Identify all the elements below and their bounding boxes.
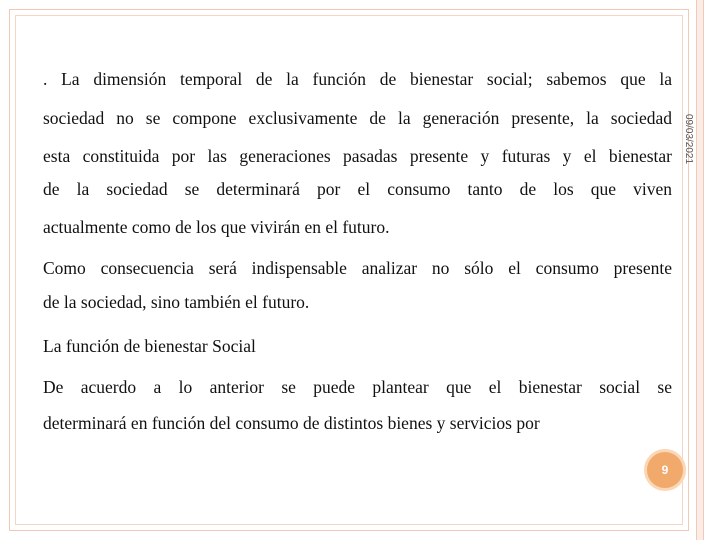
- body-line-7: de la sociedad, sino también el futuro.: [43, 292, 310, 312]
- section-heading: La función de bienestar Social: [43, 336, 256, 356]
- body-line-10: determinará en función del consumo de distintos bienes y servicios por: [43, 413, 540, 433]
- slide-number-badge: 9: [644, 449, 686, 491]
- slide-date: 09/03/2021: [683, 114, 694, 165]
- body-line-5: actualmente como de los que vivirán en el futuro.: [43, 217, 390, 237]
- slide-side-band: [696, 0, 704, 540]
- body-line-2: sociedad no se compone exclusivamente de la generación presente, la sociedad: [43, 108, 672, 128]
- body-line-1: . La dimensión temporal de la función de bienestar social; sabemos que la: [43, 69, 672, 89]
- body-line-6: Como consecuencia será indispensable analizar no sólo el consumo presente: [43, 258, 672, 278]
- body-line-9: De acuerdo a lo anterior se puede plantear que el bienestar social se: [43, 377, 672, 397]
- body-line-4: de la sociedad se determinará por el consumo tanto de los que viven: [43, 179, 672, 199]
- body-line-3: esta constituida por las generaciones pasadas presente y futuras y el bienestar: [43, 146, 672, 166]
